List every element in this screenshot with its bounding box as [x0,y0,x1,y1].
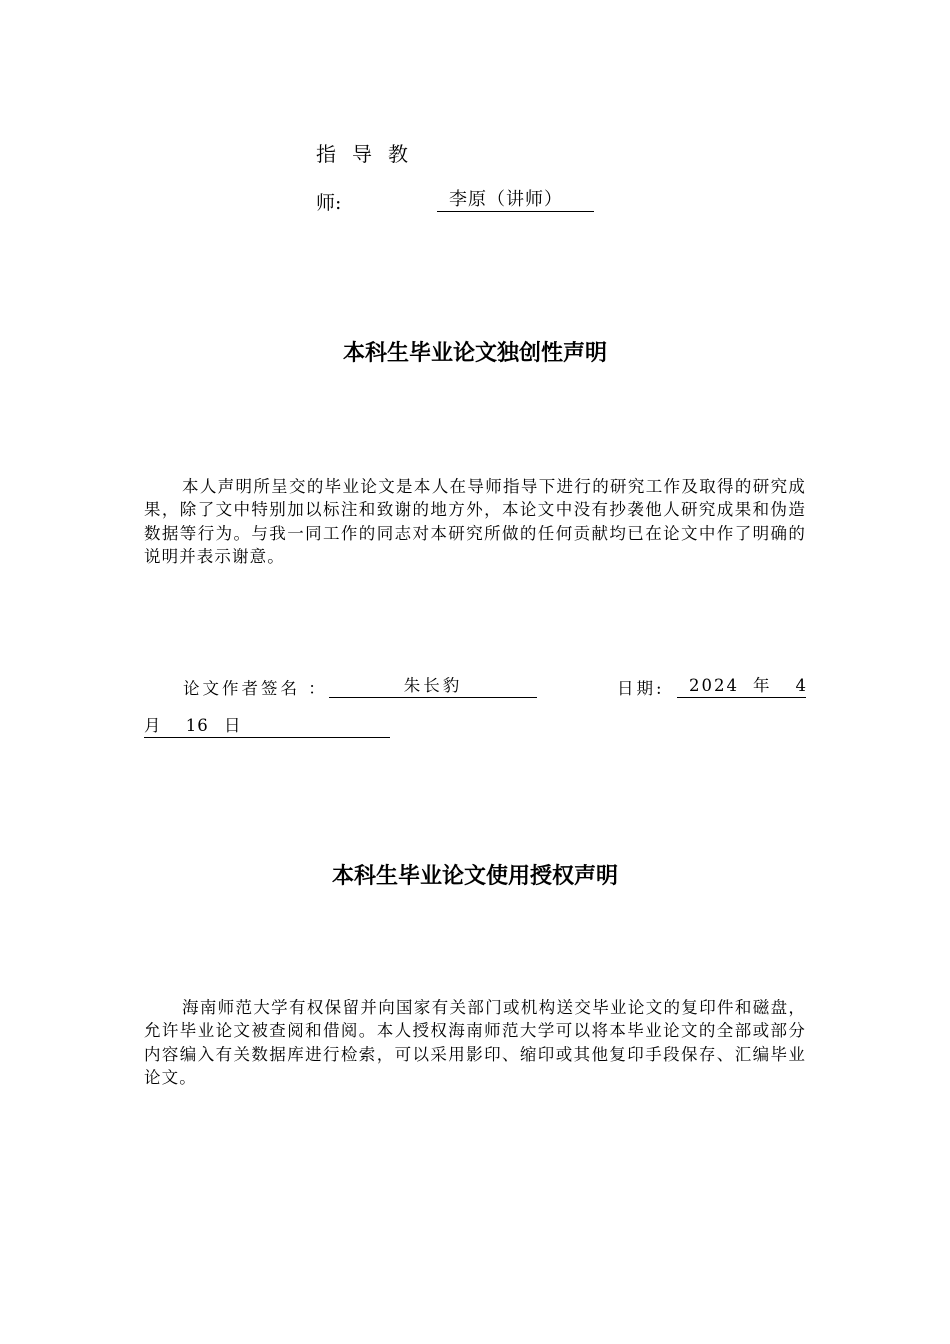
originality-statement-title: 本科生毕业论文独创性声明 [342,341,607,366]
authorization-statement-title: 本科生毕业论文使用授权声明 [331,864,618,889]
author-signature-field: 朱长豹 [329,675,537,698]
date-year: 2024 [689,676,739,695]
authorization-statement-body: 海南师范大学有权保留并向国家有关部门或机构送交毕业论文的复印件和磁盘，允许毕业论文被查阅和借阅。本人授权海南师范大学可以将本毕业论文的全部或部分内容编入有关数据库进行检索，可以采用影印、缩印或其他复印手段保存、汇编毕业论文。 [144,998,806,1087]
date-field-line2 [144,715,390,738]
advisor-name-field: 李原（讲师） [437,188,594,212]
date-year-unit: 年 [753,676,770,695]
date-label: 日期: [617,679,665,698]
date-field-line1 [677,675,806,698]
date-day-unit: 日 [224,716,241,735]
advisor-label: 指导教 [316,142,424,166]
date-day: 16 [185,716,209,735]
advisor-label-continued: 师: [316,192,342,214]
author-signature-label: 论文作者签名 ： [183,679,328,698]
date-month: 4 [795,676,806,695]
originality-statement-body: 本人声明所呈交的毕业论文是本人在导师指导下进行的研究工作及取得的研究成果，除了文中特别加以标注和致谢的地方外，本论文中没有抄袭他人研究成果和伪造数据等行为。与我一同工作的同志对本研究所做的任何贡献均已在论文中作了明确的说明并表示谢意。 [144,477,806,566]
date-month-unit: 月 [144,716,161,735]
